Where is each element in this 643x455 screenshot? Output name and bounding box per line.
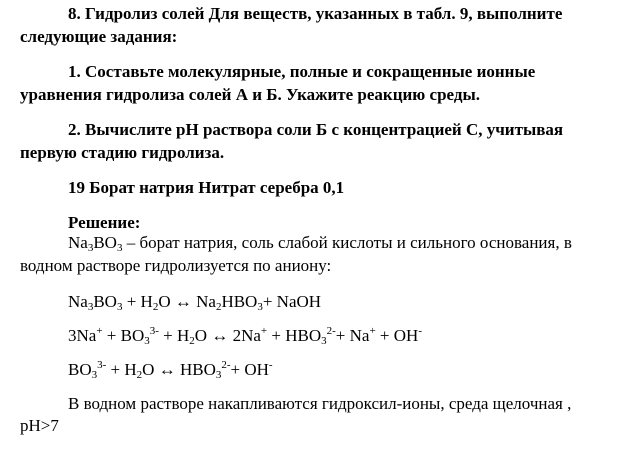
task-item-2-line-2: первую стадию гидролиза. (20, 143, 225, 162)
variant-line: 19 Борат натрия Нитрат серебра 0,1 (68, 178, 345, 197)
equation-molecular: $Na_3BO_3 + H_2O$ ↔ $Na_2HBO_3+$ NaOH (68, 292, 322, 313)
equation-short-ionic: $BO_3^{3-} + H_2O$ ↔ $HBO_3^{2-}+ OH^-$ (68, 359, 273, 381)
equation-full-ionic: $3Na^+ + BO_3^{3-} + H_2O$ ↔ $2Na^+ + HBO_3^{2-}+ Na^+ + OH^-$ (68, 325, 422, 347)
task-line-2: следующие задания: (20, 27, 178, 46)
solution-intro-line-2: водном растворе гидролизуется по аниону: (20, 256, 332, 275)
conclusion-line-1: В водном растворе накапливаются гидроксил-ионы, среда щелочная , (68, 394, 572, 413)
task-line-1: 8. Гидролиз солей Для веществ, указанных в табл. 9, выполните (68, 4, 563, 23)
task-item-2-line-1: 2. Вычислите рН раствора соли Б с концентрацией С, учитывая (68, 120, 564, 139)
task-item-1-line-1: 1. Составьте молекулярные, полные и сокращенные ионные (68, 62, 536, 81)
solution-intro-line-1: $Na_3BO_3$ – борат натрия, соль слабой кислоты и сильного основания, в (68, 233, 572, 254)
intro-text: – борат натрия, соль слабой кислоты и сильного основания, в (122, 233, 572, 252)
task-item-1-line-2: уравнения гидролиза солей А и Б. Укажите реакцию среды. (20, 85, 480, 104)
solution-heading: Решение: (68, 213, 141, 232)
conclusion-line-2: pH>7 (20, 416, 59, 435)
